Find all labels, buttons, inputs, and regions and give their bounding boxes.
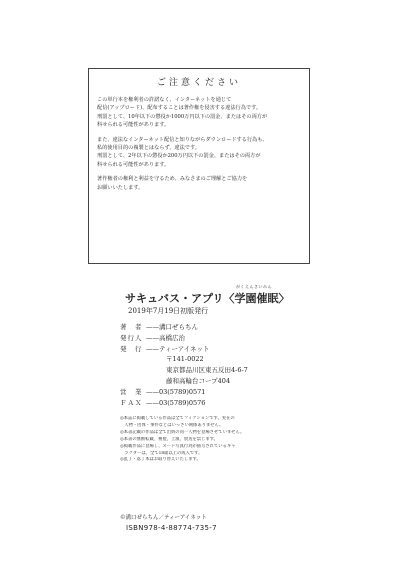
author-value: ——溝口ぜらちん — [146, 323, 198, 331]
sales-row — [120, 387, 300, 398]
notice-line: また、違法なインターネット配信と知りながらダウンロードする行為も、 — [97, 136, 268, 143]
notice-line: 配信(アップロード)、配布することは著作権を侵害する違法行為です。 — [97, 105, 262, 112]
author-row — [120, 322, 300, 333]
sales-label: 営 業 — [120, 387, 143, 396]
publisher-row — [120, 344, 300, 355]
fine-print-line: ◎乱丁・落丁本はお取り替えいたします。 — [120, 457, 201, 463]
book-title: サキュバス・アプリ〈学園催眠〉 — [125, 292, 290, 305]
notice-line: 科せられる可能性があります。 — [97, 122, 170, 129]
copyright-line: ©溝口ぜらちん／ティーアイネット — [120, 515, 207, 521]
publisher-label: 発 行 — [120, 344, 143, 353]
publisher-person-label: 発行人 — [120, 333, 143, 342]
notice-paragraph-1 — [97, 96, 301, 130]
fine-print-line: ◎本書記載の作品は全て出典の同一人物を登場させていません。 — [120, 429, 245, 435]
isbn: ISBN978-4-88774-735-7 — [126, 524, 217, 532]
notice-line: 私的使用目的の複製とはならず、違法です。 — [97, 145, 200, 152]
publisher-person-row — [120, 333, 300, 344]
colophon — [120, 322, 300, 408]
address-line-2: 藤和高輪台コープ404 — [166, 376, 231, 385]
notice-line: 科せられる可能性があります。 — [97, 161, 170, 168]
notice-paragraph-2 — [97, 136, 301, 170]
postal-code: 〒141-0022 — [166, 355, 204, 364]
title-ruby: がくえんさいみん — [236, 284, 272, 289]
fine-print-line: ◎掲載作品に登場し、ヌード写真行為が描写されているキャ — [120, 443, 236, 449]
fine-print-line: ラクターは、全て18歳以上の成人です。 — [120, 450, 203, 456]
publisher-person-value: ——高橋広治 — [146, 333, 185, 342]
notice-line: この単行本を権利者の許諾なく、インターネットを通じて — [97, 97, 232, 103]
fax-number: ——03(5789)0576 — [146, 398, 206, 407]
edition-date: 2019年7月19日初版発行 — [128, 307, 209, 315]
notice-line: 刑罰として、10年以下の懲役か1000万円以下の罰金、またはその両方が — [97, 113, 268, 120]
notice-line: 刑罰として、2年以下の懲役か200万円以下の罰金、またはその両方が — [97, 153, 261, 160]
notice-title: ご注意ください — [156, 78, 241, 88]
fine-print-line: 人物・団体・事件などはいっさい関係ありません。 — [120, 422, 224, 428]
copyright-notice-box — [88, 68, 310, 264]
author-label: 著 者 — [120, 323, 143, 331]
notice-paragraph-3 — [97, 175, 301, 192]
fax-row — [120, 398, 300, 409]
notice-line: お願いいたします。 — [97, 184, 144, 191]
sales-phone: ——03(5789)0571 — [146, 387, 206, 396]
publisher-value: ——ティーアイネット — [146, 344, 210, 353]
fax-label: ＦＡＸ — [120, 398, 143, 407]
notice-line: 著作権者の権利と利益を守るため、みなさまのご理解とご協力を — [97, 176, 248, 183]
fine-print — [120, 416, 300, 464]
fine-print-line: ◎本書の無断転載、複製、上演、放送を禁じます。 — [120, 436, 218, 442]
address-line-1: 東京都品川区東五反田4-6-7 — [166, 366, 248, 375]
fine-print-line: ◎本誌に掲載している作品は全てフィクションです。実在の — [120, 416, 235, 421]
